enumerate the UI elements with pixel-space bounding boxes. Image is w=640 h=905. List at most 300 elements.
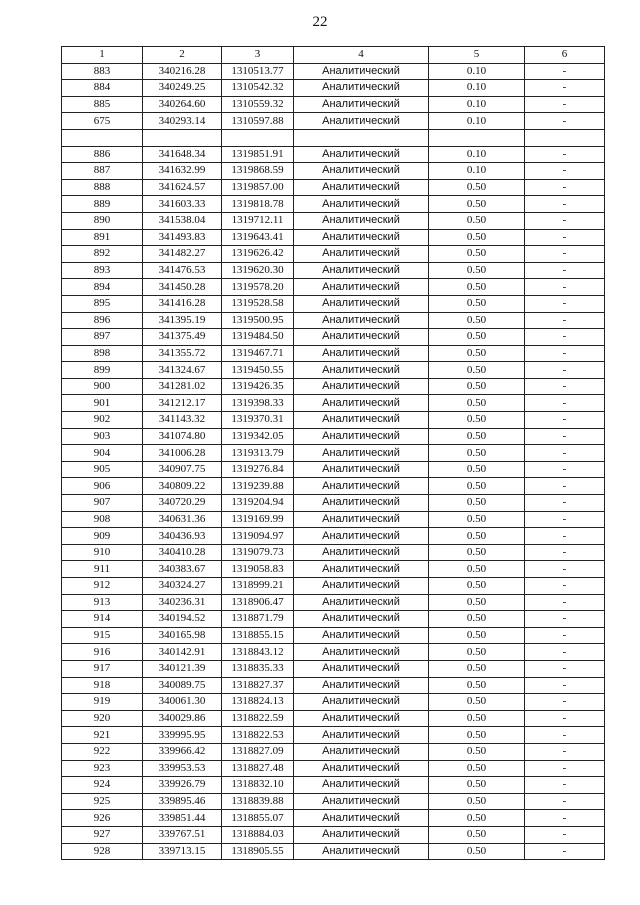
table-row bbox=[62, 495, 605, 512]
cell-point-number: 921 bbox=[62, 727, 143, 744]
cell-x-coordinate: 340264.60 bbox=[143, 96, 222, 113]
cell-point-number: 887 bbox=[62, 163, 143, 180]
table-row bbox=[62, 312, 605, 329]
cell-note: - bbox=[525, 63, 605, 80]
cell-x-coordinate: 340236.31 bbox=[143, 594, 222, 611]
cell-method: Аналитический bbox=[294, 578, 429, 595]
table-row bbox=[62, 727, 605, 744]
table-row bbox=[62, 295, 605, 312]
cell-y-coordinate: 1310559.32 bbox=[222, 96, 294, 113]
cell-x-coordinate: 341632.99 bbox=[143, 163, 222, 180]
cell-method: Аналитический bbox=[294, 495, 429, 512]
cell-method: Аналитический bbox=[294, 179, 429, 196]
cell-note: - bbox=[525, 362, 605, 379]
cell-point-number: 906 bbox=[62, 478, 143, 495]
cell-accuracy: 0.50 bbox=[429, 412, 525, 429]
table-row bbox=[62, 644, 605, 661]
cell-x-coordinate: 339953.53 bbox=[143, 760, 222, 777]
cell-note: - bbox=[525, 561, 605, 578]
cell-point-number: 928 bbox=[62, 843, 143, 860]
cell-y-coordinate: 1318827.48 bbox=[222, 760, 294, 777]
table-row bbox=[62, 378, 605, 395]
cell-note: - bbox=[525, 843, 605, 860]
table-row bbox=[62, 826, 605, 843]
cell-method: Аналитический bbox=[294, 113, 429, 130]
cell-y-coordinate: 1319528.58 bbox=[222, 295, 294, 312]
cell-accuracy: 0.50 bbox=[429, 495, 525, 512]
table-row bbox=[62, 544, 605, 561]
cell-method: Аналитический bbox=[294, 561, 429, 578]
cell-method: Аналитический bbox=[294, 395, 429, 412]
cell-y-coordinate: 1318905.55 bbox=[222, 843, 294, 860]
cell-x-coordinate: 341281.02 bbox=[143, 378, 222, 395]
cell-note: - bbox=[525, 395, 605, 412]
cell-note: - bbox=[525, 760, 605, 777]
cell-y-coordinate: 1319313.79 bbox=[222, 445, 294, 462]
cell-x-coordinate: 341006.28 bbox=[143, 445, 222, 462]
table-row bbox=[62, 246, 605, 263]
cell-method: Аналитический bbox=[294, 362, 429, 379]
cell-x-coordinate: 341603.33 bbox=[143, 196, 222, 213]
cell-y-coordinate: 1318906.47 bbox=[222, 594, 294, 611]
cell-point-number: 899 bbox=[62, 362, 143, 379]
cell-y-coordinate: 1310597.88 bbox=[222, 113, 294, 130]
table-row bbox=[62, 793, 605, 810]
cell-accuracy: 0.50 bbox=[429, 710, 525, 727]
cell-method: Аналитический bbox=[294, 96, 429, 113]
cell-method: Аналитический bbox=[294, 760, 429, 777]
cell-y-coordinate: 1318843.12 bbox=[222, 644, 294, 661]
cell-x-coordinate: 341476.53 bbox=[143, 262, 222, 279]
table-row bbox=[62, 528, 605, 545]
table-row bbox=[62, 212, 605, 229]
cell-note: - bbox=[525, 495, 605, 512]
cell-note: - bbox=[525, 727, 605, 744]
cell-y-coordinate: 1319712.11 bbox=[222, 212, 294, 229]
cell-point-number: 902 bbox=[62, 412, 143, 429]
cell-x-coordinate: 341624.57 bbox=[143, 179, 222, 196]
table-row bbox=[62, 594, 605, 611]
cell-method: Аналитический bbox=[294, 677, 429, 694]
cell-accuracy: 0.50 bbox=[429, 561, 525, 578]
cell-point-number: 896 bbox=[62, 312, 143, 329]
cell-accuracy: 0.50 bbox=[429, 727, 525, 744]
cell-accuracy: 0.50 bbox=[429, 677, 525, 694]
cell-accuracy: 0.50 bbox=[429, 212, 525, 229]
cell-x-coordinate: 341648.34 bbox=[143, 146, 222, 163]
cell-method: Аналитический bbox=[294, 843, 429, 860]
table-row bbox=[62, 743, 605, 760]
cell-method: Аналитический bbox=[294, 594, 429, 611]
cell-point-number: 908 bbox=[62, 511, 143, 528]
cell-method: Аналитический bbox=[294, 644, 429, 661]
cell-method: Аналитический bbox=[294, 544, 429, 561]
cell-y-coordinate: 1318832.10 bbox=[222, 777, 294, 794]
cell-y-coordinate: 1319868.59 bbox=[222, 163, 294, 180]
cell-y-coordinate: 1310513.77 bbox=[222, 63, 294, 80]
page-number: 22 bbox=[312, 14, 328, 30]
cell-note: - bbox=[525, 793, 605, 810]
table-row bbox=[62, 163, 605, 180]
cell-x-coordinate: 340061.30 bbox=[143, 694, 222, 711]
table-row bbox=[62, 445, 605, 462]
cell-y-coordinate: 1318999.21 bbox=[222, 578, 294, 595]
cell-point-number: 905 bbox=[62, 461, 143, 478]
table-row bbox=[62, 179, 605, 196]
table-row bbox=[62, 428, 605, 445]
cell-y-coordinate: 1319204.94 bbox=[222, 495, 294, 512]
table-row bbox=[62, 660, 605, 677]
cell-y-coordinate: 1318884.03 bbox=[222, 826, 294, 843]
cell-point-number: 903 bbox=[62, 428, 143, 445]
cell-x-coordinate: 340142.91 bbox=[143, 644, 222, 661]
cell-point-number: 917 bbox=[62, 660, 143, 677]
cell-x-coordinate: 340436.93 bbox=[143, 528, 222, 545]
cell-note: - bbox=[525, 594, 605, 611]
cell-y-coordinate: 1318824.13 bbox=[222, 694, 294, 711]
cell-accuracy: 0.10 bbox=[429, 96, 525, 113]
cell-method: Аналитический bbox=[294, 694, 429, 711]
cell-x-coordinate: 340383.67 bbox=[143, 561, 222, 578]
table-row bbox=[62, 229, 605, 246]
cell-accuracy: 0.50 bbox=[429, 362, 525, 379]
cell-note: - bbox=[525, 212, 605, 229]
table-row bbox=[62, 677, 605, 694]
cell-accuracy: 0.10 bbox=[429, 113, 525, 130]
cell-x-coordinate: 339895.46 bbox=[143, 793, 222, 810]
cell-point-number: 922 bbox=[62, 743, 143, 760]
column-header-y-coordinate: 3 bbox=[222, 47, 294, 64]
cell-method: Аналитический bbox=[294, 80, 429, 97]
cell-x-coordinate: 339926.79 bbox=[143, 777, 222, 794]
cell-y-coordinate: 1318855.15 bbox=[222, 627, 294, 644]
cell-accuracy: 0.50 bbox=[429, 627, 525, 644]
cell-accuracy: 0.50 bbox=[429, 329, 525, 346]
table-row bbox=[62, 262, 605, 279]
cell-point-number: 885 bbox=[62, 96, 143, 113]
cell-y-coordinate: 1319426.35 bbox=[222, 378, 294, 395]
cell-point-number: 892 bbox=[62, 246, 143, 263]
cell-note: - bbox=[525, 710, 605, 727]
cell-x-coordinate: 341482.27 bbox=[143, 246, 222, 263]
cell-x-coordinate: 341143.32 bbox=[143, 412, 222, 429]
cell-note: - bbox=[525, 694, 605, 711]
table-row bbox=[62, 578, 605, 595]
cell-note: - bbox=[525, 96, 605, 113]
cell-note: - bbox=[525, 627, 605, 644]
cell-point-number: 904 bbox=[62, 445, 143, 462]
cell-y-coordinate: 1318822.59 bbox=[222, 710, 294, 727]
cell-method: Аналитический bbox=[294, 246, 429, 263]
cell-y-coordinate: 1319626.42 bbox=[222, 246, 294, 263]
cell-point-number: 920 bbox=[62, 710, 143, 727]
cell-y-coordinate: 1319851.91 bbox=[222, 146, 294, 163]
cell-accuracy: 0.50 bbox=[429, 578, 525, 595]
table-row bbox=[62, 478, 605, 495]
cell-note: - bbox=[525, 262, 605, 279]
cell-y-coordinate: 1318827.37 bbox=[222, 677, 294, 694]
cell-note: - bbox=[525, 80, 605, 97]
cell-point-number: 925 bbox=[62, 793, 143, 810]
cell-y-coordinate: 1319239.88 bbox=[222, 478, 294, 495]
cell-x-coordinate: 341538.04 bbox=[143, 212, 222, 229]
cell-point-number: 907 bbox=[62, 495, 143, 512]
cell-method bbox=[294, 129, 429, 146]
cell-x-coordinate: 339995.95 bbox=[143, 727, 222, 744]
cell-x-coordinate: 340089.75 bbox=[143, 677, 222, 694]
cell-x-coordinate: 341395.19 bbox=[143, 312, 222, 329]
cell-note: - bbox=[525, 511, 605, 528]
cell-method: Аналитический bbox=[294, 163, 429, 180]
cell-x-coordinate: 341450.28 bbox=[143, 279, 222, 296]
cell-point-number: 886 bbox=[62, 146, 143, 163]
cell-accuracy: 0.50 bbox=[429, 743, 525, 760]
cell-point-number: 923 bbox=[62, 760, 143, 777]
cell-y-coordinate: 1319094.97 bbox=[222, 528, 294, 545]
cell-point-number: 894 bbox=[62, 279, 143, 296]
cell-x-coordinate: 341416.28 bbox=[143, 295, 222, 312]
cell-accuracy: 0.50 bbox=[429, 395, 525, 412]
cell-method: Аналитический bbox=[294, 412, 429, 429]
cell-method: Аналитический bbox=[294, 777, 429, 794]
cell-point-number: 927 bbox=[62, 826, 143, 843]
cell-point-number: 918 bbox=[62, 677, 143, 694]
cell-x-coordinate: 340293.14 bbox=[143, 113, 222, 130]
cell-note: - bbox=[525, 329, 605, 346]
cell-y-coordinate bbox=[222, 129, 294, 146]
table-row bbox=[62, 345, 605, 362]
cell-x-coordinate: 339713.15 bbox=[143, 843, 222, 860]
cell-accuracy: 0.50 bbox=[429, 760, 525, 777]
table-row bbox=[62, 63, 605, 80]
cell-note: - bbox=[525, 660, 605, 677]
cell-accuracy: 0.50 bbox=[429, 594, 525, 611]
cell-x-coordinate: 340809.22 bbox=[143, 478, 222, 495]
cell-accuracy: 0.50 bbox=[429, 810, 525, 827]
cell-accuracy: 0.10 bbox=[429, 80, 525, 97]
cell-method: Аналитический bbox=[294, 810, 429, 827]
cell-method: Аналитический bbox=[294, 378, 429, 395]
table-row bbox=[62, 461, 605, 478]
cell-method: Аналитический bbox=[294, 262, 429, 279]
table-row bbox=[62, 395, 605, 412]
cell-point-number: 893 bbox=[62, 262, 143, 279]
cell-y-coordinate: 1319370.31 bbox=[222, 412, 294, 429]
table-row bbox=[62, 777, 605, 794]
cell-accuracy: 0.10 bbox=[429, 63, 525, 80]
cell-method: Аналитический bbox=[294, 793, 429, 810]
cell-point-number: 895 bbox=[62, 295, 143, 312]
cell-accuracy: 0.50 bbox=[429, 611, 525, 628]
cell-y-coordinate: 1319079.73 bbox=[222, 544, 294, 561]
cell-accuracy: 0.50 bbox=[429, 511, 525, 528]
cell-method: Аналитический bbox=[294, 329, 429, 346]
cell-accuracy: 0.50 bbox=[429, 660, 525, 677]
cell-accuracy: 0.50 bbox=[429, 478, 525, 495]
cell-point-number: 901 bbox=[62, 395, 143, 412]
cell-x-coordinate: 339966.42 bbox=[143, 743, 222, 760]
cell-point-number: 675 bbox=[62, 113, 143, 130]
table-row bbox=[62, 412, 605, 429]
column-header-accuracy: 5 bbox=[429, 47, 525, 64]
cell-y-coordinate: 1318827.09 bbox=[222, 743, 294, 760]
cell-method: Аналитический bbox=[294, 63, 429, 80]
column-header-x-coordinate: 2 bbox=[143, 47, 222, 64]
cell-method: Аналитический bbox=[294, 478, 429, 495]
cell-note: - bbox=[525, 312, 605, 329]
table-row bbox=[62, 561, 605, 578]
cell-point-number bbox=[62, 129, 143, 146]
cell-accuracy: 0.50 bbox=[429, 826, 525, 843]
cell-point-number: 890 bbox=[62, 212, 143, 229]
table-row bbox=[62, 279, 605, 296]
cell-x-coordinate: 341074.80 bbox=[143, 428, 222, 445]
table-row bbox=[62, 146, 605, 163]
cell-accuracy: 0.50 bbox=[429, 445, 525, 462]
table-body bbox=[62, 63, 605, 860]
cell-accuracy: 0.50 bbox=[429, 229, 525, 246]
cell-note: - bbox=[525, 810, 605, 827]
cell-note: - bbox=[525, 246, 605, 263]
cell-accuracy: 0.50 bbox=[429, 295, 525, 312]
cell-accuracy: 0.50 bbox=[429, 428, 525, 445]
table-row bbox=[62, 627, 605, 644]
cell-point-number: 912 bbox=[62, 578, 143, 595]
cell-y-coordinate: 1318855.07 bbox=[222, 810, 294, 827]
cell-note: - bbox=[525, 445, 605, 462]
cell-point-number: 883 bbox=[62, 63, 143, 80]
cell-method: Аналитический bbox=[294, 611, 429, 628]
table-row bbox=[62, 329, 605, 346]
cell-note: - bbox=[525, 279, 605, 296]
table-row bbox=[62, 96, 605, 113]
cell-x-coordinate: 339851.44 bbox=[143, 810, 222, 827]
cell-y-coordinate: 1319857.00 bbox=[222, 179, 294, 196]
table-row bbox=[62, 843, 605, 860]
cell-accuracy: 0.50 bbox=[429, 544, 525, 561]
table-row bbox=[62, 710, 605, 727]
cell-note: - bbox=[525, 528, 605, 545]
cell-y-coordinate: 1319818.78 bbox=[222, 196, 294, 213]
column-header-note: 6 bbox=[525, 47, 605, 64]
table-row bbox=[62, 129, 605, 146]
cell-point-number: 891 bbox=[62, 229, 143, 246]
cell-accuracy: 0.10 bbox=[429, 163, 525, 180]
cell-note: - bbox=[525, 478, 605, 495]
cell-point-number: 916 bbox=[62, 644, 143, 661]
cell-point-number: 898 bbox=[62, 345, 143, 362]
cell-x-coordinate: 340249.25 bbox=[143, 80, 222, 97]
cell-method: Аналитический bbox=[294, 727, 429, 744]
cell-x-coordinate: 340165.98 bbox=[143, 627, 222, 644]
cell-y-coordinate: 1319620.30 bbox=[222, 262, 294, 279]
cell-point-number: 884 bbox=[62, 80, 143, 97]
cell-note: - bbox=[525, 196, 605, 213]
column-header-method: 4 bbox=[294, 47, 429, 64]
cell-accuracy: 0.50 bbox=[429, 528, 525, 545]
cell-y-coordinate: 1319169.99 bbox=[222, 511, 294, 528]
cell-point-number: 914 bbox=[62, 611, 143, 628]
cell-accuracy: 0.50 bbox=[429, 777, 525, 794]
cell-note: - bbox=[525, 113, 605, 130]
cell-method: Аналитический bbox=[294, 445, 429, 462]
cell-y-coordinate: 1319484.50 bbox=[222, 329, 294, 346]
cell-x-coordinate: 340907.75 bbox=[143, 461, 222, 478]
cell-method: Аналитический bbox=[294, 428, 429, 445]
cell-x-coordinate: 339767.51 bbox=[143, 826, 222, 843]
cell-note: - bbox=[525, 677, 605, 694]
table-row bbox=[62, 80, 605, 97]
cell-note: - bbox=[525, 743, 605, 760]
cell-y-coordinate: 1310542.32 bbox=[222, 80, 294, 97]
cell-point-number: 924 bbox=[62, 777, 143, 794]
coordinates-table bbox=[61, 46, 605, 860]
cell-x-coordinate: 341493.83 bbox=[143, 229, 222, 246]
cell-accuracy: 0.50 bbox=[429, 179, 525, 196]
table-row bbox=[62, 113, 605, 130]
table-row bbox=[62, 810, 605, 827]
cell-y-coordinate: 1319342.05 bbox=[222, 428, 294, 445]
cell-y-coordinate: 1319276.84 bbox=[222, 461, 294, 478]
cell-point-number: 889 bbox=[62, 196, 143, 213]
cell-note: - bbox=[525, 578, 605, 595]
cell-x-coordinate: 341212.17 bbox=[143, 395, 222, 412]
table-row bbox=[62, 511, 605, 528]
cell-accuracy: 0.50 bbox=[429, 694, 525, 711]
cell-x-coordinate: 341355.72 bbox=[143, 345, 222, 362]
cell-note: - bbox=[525, 345, 605, 362]
cell-x-coordinate: 340410.28 bbox=[143, 544, 222, 561]
table-row bbox=[62, 362, 605, 379]
cell-note: - bbox=[525, 295, 605, 312]
cell-point-number: 911 bbox=[62, 561, 143, 578]
cell-y-coordinate: 1319398.33 bbox=[222, 395, 294, 412]
cell-method: Аналитический bbox=[294, 295, 429, 312]
cell-accuracy: 0.50 bbox=[429, 461, 525, 478]
table-row bbox=[62, 760, 605, 777]
cell-note: - bbox=[525, 461, 605, 478]
cell-point-number: 900 bbox=[62, 378, 143, 395]
table-row bbox=[62, 196, 605, 213]
cell-note: - bbox=[525, 777, 605, 794]
cell-y-coordinate: 1319450.55 bbox=[222, 362, 294, 379]
cell-note: - bbox=[525, 146, 605, 163]
cell-note: - bbox=[525, 644, 605, 661]
cell-note: - bbox=[525, 163, 605, 180]
cell-x-coordinate: 341375.49 bbox=[143, 329, 222, 346]
cell-note: - bbox=[525, 826, 605, 843]
cell-method: Аналитический bbox=[294, 511, 429, 528]
table-row bbox=[62, 694, 605, 711]
cell-note: - bbox=[525, 428, 605, 445]
cell-method: Аналитический bbox=[294, 461, 429, 478]
cell-method: Аналитический bbox=[294, 826, 429, 843]
cell-method: Аналитический bbox=[294, 229, 429, 246]
cell-method: Аналитический bbox=[294, 660, 429, 677]
cell-accuracy bbox=[429, 129, 525, 146]
cell-accuracy: 0.50 bbox=[429, 262, 525, 279]
cell-note: - bbox=[525, 611, 605, 628]
cell-point-number: 913 bbox=[62, 594, 143, 611]
cell-note: - bbox=[525, 412, 605, 429]
cell-y-coordinate: 1319643.41 bbox=[222, 229, 294, 246]
cell-accuracy: 0.10 bbox=[429, 146, 525, 163]
cell-method: Аналитический bbox=[294, 710, 429, 727]
cell-accuracy: 0.50 bbox=[429, 378, 525, 395]
cell-method: Аналитический bbox=[294, 279, 429, 296]
cell-x-coordinate: 340631.36 bbox=[143, 511, 222, 528]
cell-note: - bbox=[525, 544, 605, 561]
